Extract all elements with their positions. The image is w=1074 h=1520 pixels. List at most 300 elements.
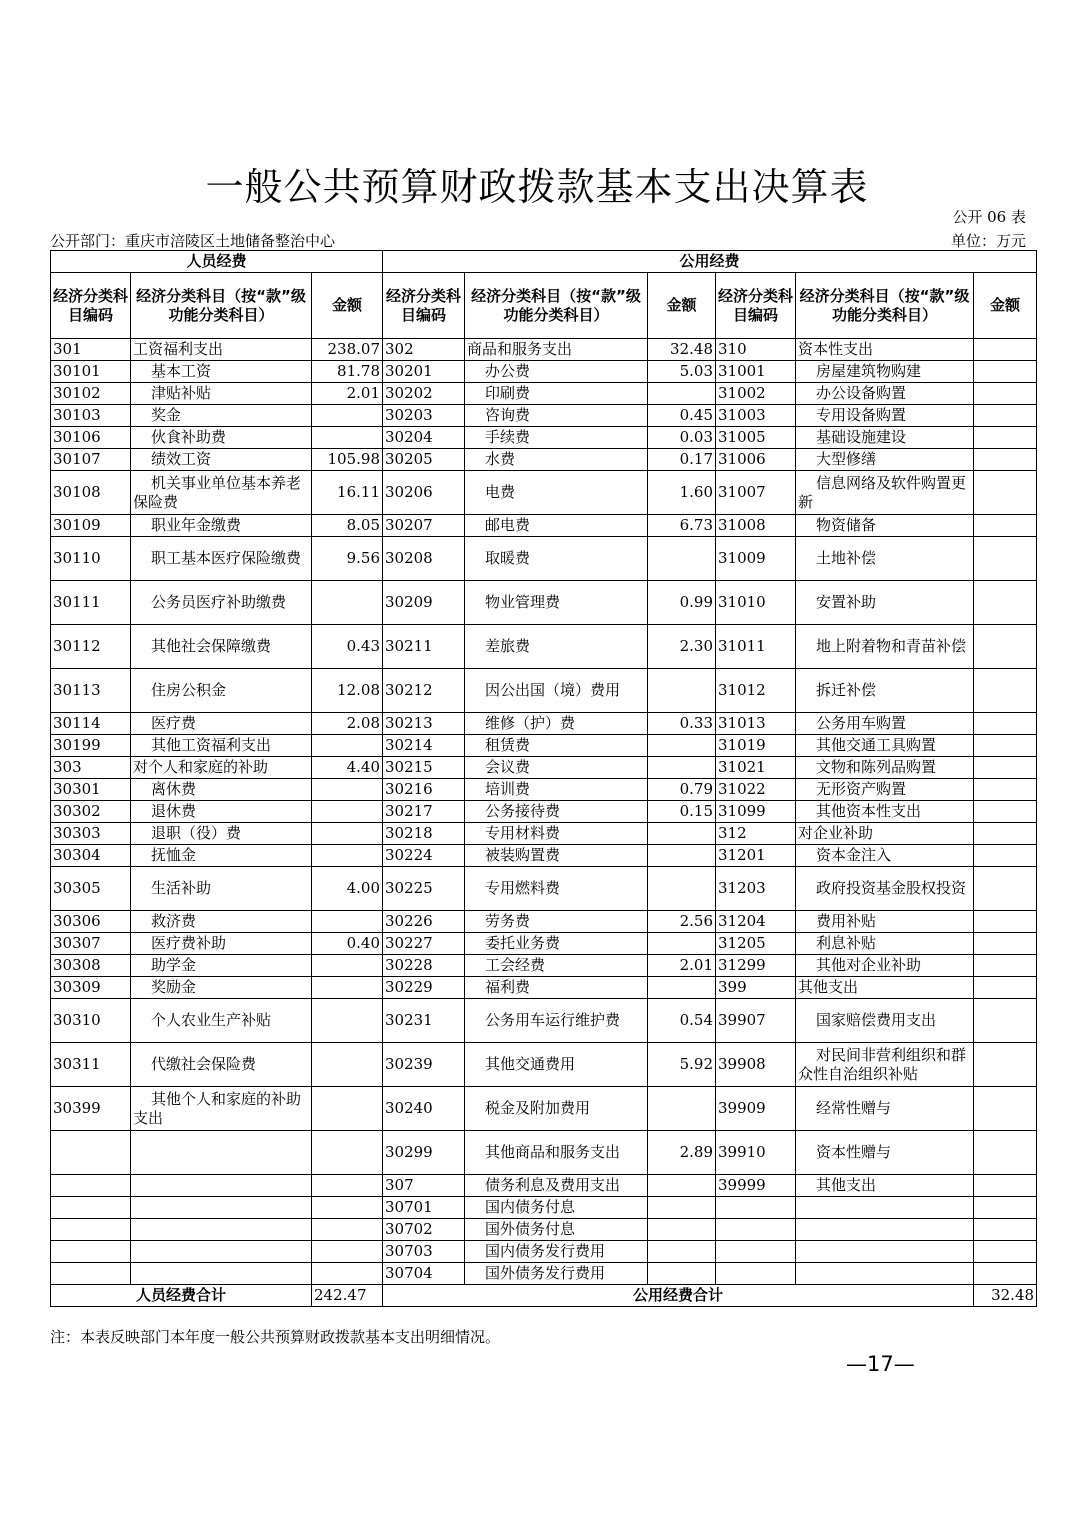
capital-code-cell: 399 <box>716 977 796 999</box>
capital-amount-cell <box>974 581 1037 625</box>
capital-subject-cell: 资本性赠与 <box>796 1131 974 1175</box>
table-row <box>51 537 1037 581</box>
capital-code-cell: 31022 <box>716 779 796 801</box>
capital-amount-cell <box>974 515 1037 537</box>
goods-subject-cell: 电费 <box>465 471 648 515</box>
goods-amount-cell <box>648 1219 716 1241</box>
capital-code-cell: 31007 <box>716 471 796 515</box>
capital-code-cell: 31205 <box>716 933 796 955</box>
goods-code-cell: 30701 <box>383 1197 465 1219</box>
goods-code-cell: 30228 <box>383 955 465 977</box>
goods-subject-cell: 办公费 <box>465 361 648 383</box>
personnel-code-cell: 30399 <box>51 1087 131 1131</box>
personnel-code-cell: 30112 <box>51 625 131 669</box>
capital-subject-cell: 对民间非营利组织和群众性自治组织补贴 <box>796 1043 974 1087</box>
goods-amount-cell: 5.92 <box>648 1043 716 1087</box>
capital-amount-cell <box>974 339 1037 361</box>
goods-code-cell: 30212 <box>383 669 465 713</box>
capital-code-cell: 31001 <box>716 361 796 383</box>
capital-subject-cell <box>796 1197 974 1219</box>
goods-code-cell: 30703 <box>383 1241 465 1263</box>
personnel-amount-cell: 4.40 <box>312 757 383 779</box>
capital-amount-cell <box>974 779 1037 801</box>
goods-amount-cell <box>648 823 716 845</box>
personnel-amount-cell <box>312 999 383 1043</box>
capital-amount-cell <box>974 801 1037 823</box>
capital-code-cell: 31010 <box>716 581 796 625</box>
table-row <box>51 669 1037 713</box>
capital-subject-cell: 其他资本性支出 <box>796 801 974 823</box>
goods-amount-cell: 2.56 <box>648 911 716 933</box>
personnel-subject-cell <box>131 1219 312 1241</box>
capital-code-cell <box>716 1219 796 1241</box>
capital-code-cell: 31019 <box>716 735 796 757</box>
personnel-subject-cell: 医疗费补助 <box>131 933 312 955</box>
goods-amount-cell: 2.30 <box>648 625 716 669</box>
goods-amount-cell <box>648 735 716 757</box>
capital-code-cell: 31011 <box>716 625 796 669</box>
capital-subject-cell: 信息网络及软件购置更新 <box>796 471 974 515</box>
goods-amount-cell: 0.45 <box>648 405 716 427</box>
personnel-subject-cell <box>131 1175 312 1197</box>
personnel-code-cell: 30108 <box>51 471 131 515</box>
table-row <box>51 581 1037 625</box>
goods-subject-cell: 专用燃料费 <box>465 867 648 911</box>
personnel-code-cell: 30307 <box>51 933 131 955</box>
capital-amount-cell <box>974 471 1037 515</box>
personnel-subject-cell: 离休费 <box>131 779 312 801</box>
capital-amount-cell <box>974 1131 1037 1175</box>
goods-code-cell: 30205 <box>383 449 465 471</box>
personnel-subject-cell: 生活补助 <box>131 867 312 911</box>
goods-code-cell: 30208 <box>383 537 465 581</box>
goods-amount-cell <box>648 845 716 867</box>
goods-subject-cell: 国内债务付息 <box>465 1197 648 1219</box>
personnel-amount-cell <box>312 405 383 427</box>
capital-code-cell: 31013 <box>716 713 796 735</box>
capital-code-cell: 312 <box>716 823 796 845</box>
capital-subject-cell: 政府投资基金股权投资 <box>796 867 974 911</box>
capital-subject-cell: 其他交通工具购置 <box>796 735 974 757</box>
personnel-amount-cell <box>312 1219 383 1241</box>
capital-subject-cell: 公务用车购置 <box>796 713 974 735</box>
table-row <box>51 1263 1037 1285</box>
table-row <box>51 999 1037 1043</box>
capital-subject-cell: 拆迁补偿 <box>796 669 974 713</box>
goods-code-cell: 30225 <box>383 867 465 911</box>
table-row <box>51 713 1037 735</box>
goods-code-cell: 30240 <box>383 1087 465 1131</box>
personnel-amount-cell: 12.08 <box>312 669 383 713</box>
capital-amount-cell <box>974 405 1037 427</box>
subject-header: 经济分类科目（按“款”级功能分类科目） <box>796 273 974 339</box>
table-row <box>51 427 1037 449</box>
goods-amount-cell: 2.89 <box>648 1131 716 1175</box>
table-row <box>51 515 1037 537</box>
personnel-subject-cell: 奖金 <box>131 405 312 427</box>
personnel-code-cell: 30113 <box>51 669 131 713</box>
capital-subject-cell: 其他对企业补助 <box>796 955 974 977</box>
public-header: 公用经费 <box>383 251 1037 273</box>
goods-amount-cell <box>648 757 716 779</box>
goods-code-cell: 30214 <box>383 735 465 757</box>
personnel-total-value: 242.47 <box>312 1285 383 1307</box>
page-number: —17— <box>846 1352 915 1376</box>
personnel-subject-cell <box>131 1263 312 1285</box>
personnel-code-cell: 30311 <box>51 1043 131 1087</box>
personnel-amount-cell <box>312 1043 383 1087</box>
goods-amount-cell: 0.33 <box>648 713 716 735</box>
table-row <box>51 471 1037 515</box>
goods-code-cell: 30231 <box>383 999 465 1043</box>
capital-subject-cell: 对企业补助 <box>796 823 974 845</box>
capital-code-cell: 39908 <box>716 1043 796 1087</box>
capital-subject-cell: 资本金注入 <box>796 845 974 867</box>
personnel-amount-cell <box>312 977 383 999</box>
goods-subject-cell: 咨询费 <box>465 405 648 427</box>
capital-amount-cell <box>974 911 1037 933</box>
personnel-amount-cell: 16.11 <box>312 471 383 515</box>
personnel-subject-cell: 助学金 <box>131 955 312 977</box>
personnel-amount-cell <box>312 1131 383 1175</box>
goods-amount-cell <box>648 383 716 405</box>
capital-subject-cell: 办公设备购置 <box>796 383 974 405</box>
capital-code-cell: 31204 <box>716 911 796 933</box>
capital-amount-cell <box>974 1241 1037 1263</box>
personnel-subject-cell: 对个人和家庭的补助 <box>131 757 312 779</box>
public-total-value: 32.48 <box>974 1285 1037 1307</box>
goods-subject-cell: 商品和服务支出 <box>465 339 648 361</box>
personnel-amount-cell: 8.05 <box>312 515 383 537</box>
capital-amount-cell <box>974 757 1037 779</box>
personnel-amount-cell <box>312 1197 383 1219</box>
personnel-amount-cell: 2.01 <box>312 383 383 405</box>
goods-subject-cell: 债务利息及费用支出 <box>465 1175 648 1197</box>
personnel-code-cell <box>51 1197 131 1219</box>
personnel-code-cell <box>51 1241 131 1263</box>
capital-subject-cell: 无形资产购置 <box>796 779 974 801</box>
personnel-subject-cell: 伙食补助费 <box>131 427 312 449</box>
capital-subject-cell: 大型修缮 <box>796 449 974 471</box>
personnel-subject-cell: 住房公积金 <box>131 669 312 713</box>
goods-subject-cell: 专用材料费 <box>465 823 648 845</box>
personnel-subject-cell <box>131 1131 312 1175</box>
capital-amount-cell <box>974 449 1037 471</box>
code-header: 经济分类科目编码 <box>51 273 131 339</box>
capital-subject-cell: 土地补偿 <box>796 537 974 581</box>
personnel-amount-cell: 2.08 <box>312 713 383 735</box>
goods-code-cell: 30215 <box>383 757 465 779</box>
goods-code-cell: 30202 <box>383 383 465 405</box>
personnel-subject-cell: 退职（役）费 <box>131 823 312 845</box>
goods-code-cell: 30211 <box>383 625 465 669</box>
goods-code-cell: 30217 <box>383 801 465 823</box>
personnel-code-cell: 30109 <box>51 515 131 537</box>
goods-subject-cell: 手续费 <box>465 427 648 449</box>
personnel-subject-cell: 基本工资 <box>131 361 312 383</box>
capital-code-cell: 39907 <box>716 999 796 1043</box>
personnel-code-cell: 30309 <box>51 977 131 999</box>
table-row <box>51 757 1037 779</box>
capital-amount-cell <box>974 867 1037 911</box>
capital-code-cell: 31002 <box>716 383 796 405</box>
personnel-amount-cell <box>312 1175 383 1197</box>
goods-subject-cell: 公务接待费 <box>465 801 648 823</box>
capital-amount-cell <box>974 977 1037 999</box>
personnel-code-cell: 30110 <box>51 537 131 581</box>
goods-amount-cell: 5.03 <box>648 361 716 383</box>
personnel-amount-cell <box>312 845 383 867</box>
personnel-subject-cell: 奖励金 <box>131 977 312 999</box>
personnel-code-cell <box>51 1219 131 1241</box>
personnel-subject-cell: 机关事业单位基本养老保险费 <box>131 471 312 515</box>
personnel-subject-cell: 医疗费 <box>131 713 312 735</box>
personnel-amount-cell: 105.98 <box>312 449 383 471</box>
goods-subject-cell: 工会经费 <box>465 955 648 977</box>
capital-subject-cell: 房屋建筑物购建 <box>796 361 974 383</box>
personnel-subject-cell: 个人农业生产补贴 <box>131 999 312 1043</box>
personnel-subject-cell: 绩效工资 <box>131 449 312 471</box>
personnel-amount-cell: 0.40 <box>312 933 383 955</box>
table-row <box>51 625 1037 669</box>
goods-amount-cell: 6.73 <box>648 515 716 537</box>
capital-code-cell: 31008 <box>716 515 796 537</box>
goods-amount-cell: 0.79 <box>648 779 716 801</box>
personnel-code-cell: 30301 <box>51 779 131 801</box>
table-row <box>51 1175 1037 1197</box>
table-row <box>51 867 1037 911</box>
table-row <box>51 977 1037 999</box>
personnel-amount-cell: 81.78 <box>312 361 383 383</box>
capital-amount-cell <box>974 537 1037 581</box>
personnel-code-cell <box>51 1263 131 1285</box>
capital-amount-cell <box>974 625 1037 669</box>
table-row <box>51 845 1037 867</box>
personnel-subject-cell: 代缴社会保险费 <box>131 1043 312 1087</box>
capital-subject-cell <box>796 1219 974 1241</box>
capital-amount-cell <box>974 1197 1037 1219</box>
capital-amount-cell <box>974 1175 1037 1197</box>
personnel-header: 人员经费 <box>51 251 383 273</box>
goods-subject-cell: 劳务费 <box>465 911 648 933</box>
goods-amount-cell: 0.99 <box>648 581 716 625</box>
public-total-label: 公用经费合计 <box>383 1285 974 1307</box>
goods-subject-cell: 物业管理费 <box>465 581 648 625</box>
goods-code-cell: 302 <box>383 339 465 361</box>
goods-amount-cell: 0.17 <box>648 449 716 471</box>
personnel-code-cell: 30304 <box>51 845 131 867</box>
personnel-code-cell: 301 <box>51 339 131 361</box>
capital-code-cell: 31299 <box>716 955 796 977</box>
capital-code-cell: 39910 <box>716 1131 796 1175</box>
capital-code-cell: 31006 <box>716 449 796 471</box>
table-row <box>51 383 1037 405</box>
capital-amount-cell <box>974 1219 1037 1241</box>
goods-subject-cell: 委托业务费 <box>465 933 648 955</box>
personnel-subject-cell: 工资福利支出 <box>131 339 312 361</box>
personnel-amount-cell <box>312 955 383 977</box>
goods-subject-cell: 因公出国（境）费用 <box>465 669 648 713</box>
goods-subject-cell: 培训费 <box>465 779 648 801</box>
capital-subject-cell: 资本性支出 <box>796 339 974 361</box>
personnel-code-cell: 30303 <box>51 823 131 845</box>
personnel-amount-cell <box>312 779 383 801</box>
unit-label: 单位：万元 <box>950 232 1026 250</box>
subject-header: 经济分类科目（按“款”级功能分类科目） <box>131 273 312 339</box>
goods-code-cell: 30203 <box>383 405 465 427</box>
capital-subject-cell: 其他支出 <box>796 1175 974 1197</box>
capital-subject-cell: 费用补贴 <box>796 911 974 933</box>
goods-amount-cell <box>648 669 716 713</box>
capital-amount-cell <box>974 427 1037 449</box>
goods-code-cell: 30239 <box>383 1043 465 1087</box>
goods-subject-cell: 福利费 <box>465 977 648 999</box>
personnel-subject-cell: 其他社会保障缴费 <box>131 625 312 669</box>
personnel-code-cell <box>51 1131 131 1175</box>
capital-code-cell <box>716 1197 796 1219</box>
table-row <box>51 1197 1037 1219</box>
capital-subject-cell: 基础设施建设 <box>796 427 974 449</box>
goods-code-cell: 30229 <box>383 977 465 999</box>
capital-amount-cell <box>974 1043 1037 1087</box>
personnel-amount-cell <box>312 801 383 823</box>
goods-amount-cell <box>648 867 716 911</box>
amount-header: 金额 <box>312 273 383 339</box>
personnel-code-cell <box>51 1175 131 1197</box>
goods-amount-cell: 32.48 <box>648 339 716 361</box>
personnel-total-label: 人员经费合计 <box>51 1285 312 1307</box>
goods-code-cell: 30702 <box>383 1219 465 1241</box>
department-label: 公开部门：重庆市涪陵区土地储备整治中心 <box>50 232 336 250</box>
goods-code-cell: 307 <box>383 1175 465 1197</box>
goods-subject-cell: 其他交通费用 <box>465 1043 648 1087</box>
goods-code-cell: 30204 <box>383 427 465 449</box>
goods-subject-cell: 维修（护）费 <box>465 713 648 735</box>
personnel-amount-cell: 0.43 <box>312 625 383 669</box>
goods-subject-cell: 水费 <box>465 449 648 471</box>
personnel-code-cell: 30106 <box>51 427 131 449</box>
capital-subject-cell: 利息补贴 <box>796 933 974 955</box>
capital-amount-cell <box>974 383 1037 405</box>
goods-amount-cell <box>648 977 716 999</box>
personnel-subject-cell: 其他工资福利支出 <box>131 735 312 757</box>
capital-code-cell: 310 <box>716 339 796 361</box>
goods-subject-cell: 被装购置费 <box>465 845 648 867</box>
capital-code-cell: 31099 <box>716 801 796 823</box>
capital-code-cell: 31012 <box>716 669 796 713</box>
capital-amount-cell <box>974 669 1037 713</box>
goods-amount-cell <box>648 933 716 955</box>
personnel-code-cell: 30103 <box>51 405 131 427</box>
capital-code-cell: 31203 <box>716 867 796 911</box>
capital-code-cell: 31009 <box>716 537 796 581</box>
capital-code-cell: 39999 <box>716 1175 796 1197</box>
personnel-code-cell: 303 <box>51 757 131 779</box>
goods-code-cell: 30207 <box>383 515 465 537</box>
goods-amount-cell: 0.54 <box>648 999 716 1043</box>
personnel-subject-cell <box>131 1241 312 1263</box>
goods-amount-cell <box>648 537 716 581</box>
capital-amount-cell <box>974 999 1037 1043</box>
table-body <box>51 339 1037 1285</box>
personnel-code-cell: 30114 <box>51 713 131 735</box>
personnel-subject-cell: 职业年金缴费 <box>131 515 312 537</box>
goods-code-cell: 30206 <box>383 471 465 515</box>
personnel-subject-cell: 职工基本医疗保险缴费 <box>131 537 312 581</box>
personnel-code-cell: 30199 <box>51 735 131 757</box>
goods-subject-cell: 会议费 <box>465 757 648 779</box>
personnel-amount-cell <box>312 911 383 933</box>
goods-subject-cell: 国外债务付息 <box>465 1219 648 1241</box>
personnel-amount-cell: 4.00 <box>312 867 383 911</box>
page-title: 一般公共预算财政拨款基本支出决算表 <box>205 165 869 209</box>
goods-code-cell: 30218 <box>383 823 465 845</box>
goods-code-cell: 30213 <box>383 713 465 735</box>
personnel-amount-cell <box>312 1263 383 1285</box>
goods-code-cell: 30299 <box>383 1131 465 1175</box>
code-header: 经济分类科目编码 <box>716 273 796 339</box>
personnel-subject-cell: 津贴补贴 <box>131 383 312 405</box>
personnel-amount-cell: 9.56 <box>312 537 383 581</box>
goods-amount-cell: 0.15 <box>648 801 716 823</box>
expenditure-table <box>50 250 1037 1307</box>
personnel-code-cell: 30107 <box>51 449 131 471</box>
table-row <box>51 823 1037 845</box>
capital-subject-cell: 地上附着物和青苗补偿 <box>796 625 974 669</box>
table-row <box>51 339 1037 361</box>
table-row <box>51 735 1037 757</box>
capital-code-cell: 31021 <box>716 757 796 779</box>
personnel-amount-cell <box>312 1241 383 1263</box>
capital-code-cell: 31201 <box>716 845 796 867</box>
capital-amount-cell <box>974 955 1037 977</box>
capital-code-cell: 31003 <box>716 405 796 427</box>
personnel-amount-cell <box>312 427 383 449</box>
table-row <box>51 1043 1037 1087</box>
personnel-amount-cell <box>312 581 383 625</box>
capital-subject-cell: 其他支出 <box>796 977 974 999</box>
personnel-code-cell: 30306 <box>51 911 131 933</box>
capital-code-cell <box>716 1263 796 1285</box>
capital-amount-cell <box>974 361 1037 383</box>
goods-amount-cell: 0.03 <box>648 427 716 449</box>
table-row <box>51 405 1037 427</box>
table-row <box>51 955 1037 977</box>
goods-code-cell: 30226 <box>383 911 465 933</box>
personnel-amount-cell <box>312 735 383 757</box>
personnel-code-cell: 30111 <box>51 581 131 625</box>
table-row <box>51 1219 1037 1241</box>
code-header: 经济分类科目编码 <box>383 273 465 339</box>
capital-subject-cell: 国家赔偿费用支出 <box>796 999 974 1043</box>
capital-amount-cell <box>974 735 1037 757</box>
table-row <box>51 1241 1037 1263</box>
personnel-amount-cell <box>312 823 383 845</box>
goods-code-cell: 30201 <box>383 361 465 383</box>
goods-amount-cell: 2.01 <box>648 955 716 977</box>
goods-code-cell: 30704 <box>383 1263 465 1285</box>
capital-subject-cell <box>796 1241 974 1263</box>
personnel-code-cell: 30308 <box>51 955 131 977</box>
capital-subject-cell <box>796 1263 974 1285</box>
goods-amount-cell <box>648 1175 716 1197</box>
table-row <box>51 361 1037 383</box>
table-row <box>51 911 1037 933</box>
capital-amount-cell <box>974 1087 1037 1131</box>
capital-subject-cell: 经常性赠与 <box>796 1087 974 1131</box>
personnel-subject-cell: 公务员医疗补助缴费 <box>131 581 312 625</box>
table-row <box>51 1087 1037 1131</box>
